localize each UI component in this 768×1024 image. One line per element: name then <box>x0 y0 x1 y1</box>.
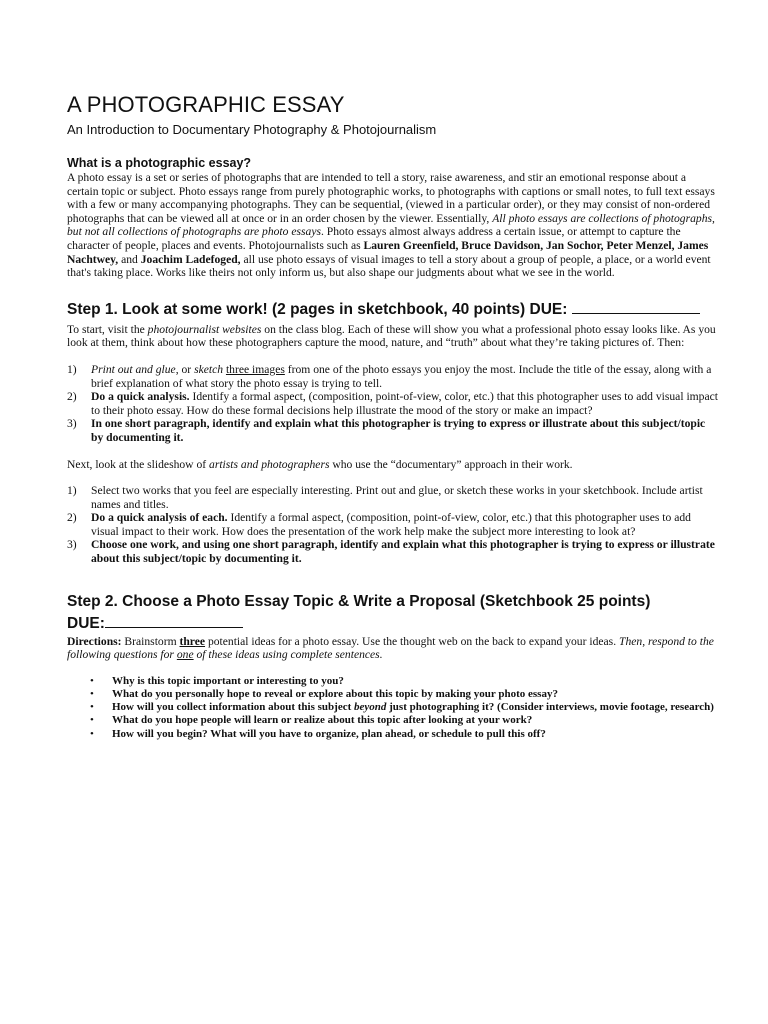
what-is-heading: What is a photographic essay? <box>67 156 252 170</box>
step1b-item-3-num: 3) <box>67 538 77 552</box>
step1-item-2-bold: Do a quick analysis. <box>91 390 190 404</box>
step1-item-1-text-a: , or <box>175 362 195 376</box>
step1-item-3-num: 3) <box>67 417 77 431</box>
what-is-text-2: . Photo essays almost always address a certain issue, or attempt to capture the character of people, places and events. Photojournalists such as <box>67 225 681 252</box>
bullet-icon: • <box>90 701 94 714</box>
document-subtitle: An Introduction to Documentary Photography & Photojournalism <box>67 122 437 137</box>
step1-next-italic: artists and photographers <box>209 457 330 471</box>
what-is-text-3: all use photo essays of visual images to tell a story about a group of people, a place, or a world event that's taking place. Works like theirs not only inform us, but also shape our judgments about what we see in the world. <box>67 252 711 280</box>
step1-item-1-italic-b: sketch <box>194 362 224 376</box>
step1b-item-2-num: 2) <box>67 511 77 525</box>
step2-due-label: DUE: <box>67 614 105 632</box>
step1-due-blank[interactable] <box>572 313 700 314</box>
question-text: What do you hope people will learn or realize about this topic after looking at your work? <box>112 714 533 727</box>
question-item <box>90 701 718 714</box>
step1-item-1-italic-a: Print out and glue <box>91 362 176 376</box>
step1-list-2 <box>67 484 718 566</box>
photojournalist-names-a: Lauren Greenfield, Bruce Davidson, Jan Sochor, Peter Menzel, James Nachtwey, <box>67 238 709 266</box>
question-item <box>90 688 718 701</box>
step2-directions-three: three <box>179 634 206 648</box>
step2-directions-one: one <box>176 648 194 662</box>
step1-item-3-bold: In one short paragraph, identify and explain what this photographer is trying to express or illustrate about this subject/topic by documenting it. <box>91 417 706 444</box>
step2-due-blank[interactable] <box>105 627 243 628</box>
step2-directions-label: Directions: <box>67 634 122 648</box>
question-item <box>90 714 718 727</box>
step1-intro-italic: photojournalist websites <box>147 322 262 336</box>
question-text: How will you begin? What will you have to organize, plan ahead, or schedule to pull this off? <box>112 727 546 740</box>
step1b-item-2-bold: Do a quick analysis of each. <box>91 511 228 525</box>
step1-item-2-text: Identify a formal aspect, (composition, point-of-view, color, etc.) that this photographer uses to add visual impact to their photo essay. How do these formal decisions help illustrate the mood of the story or make an impact? <box>91 390 718 417</box>
what-is-and: and <box>118 252 141 266</box>
step2-directions-text-a: Brainstorm <box>121 634 180 648</box>
step2-directions <box>67 635 718 662</box>
step1-heading <box>67 300 718 320</box>
question-text: How will you collect information about this subject <box>112 701 354 714</box>
step2-questions <box>67 675 718 741</box>
step1b-item-1-num: 1) <box>67 484 77 498</box>
step2-directions-italic-a: Then, respond to the following questions for <box>67 634 714 662</box>
step1b-item-3 <box>67 538 718 565</box>
question-item <box>90 675 718 688</box>
step1b-item-2 <box>67 511 718 538</box>
photojournalist-names-b: Joachim Ladefoged, <box>140 252 241 266</box>
what-is-italic: All photo essays are collections of photographs, but not all collections of photographs are photo essays <box>67 211 715 239</box>
step1b-item-2-text: Identify a formal aspect, (composition, point-of-view, color, etc.) that this photographer uses to add visual impact to their work. How does the presentation of the work help make the subject more interesting to look at? <box>91 511 691 538</box>
step2-directions-italic-b: of these ideas using complete sentences. <box>193 648 383 662</box>
step1-item-3 <box>67 417 718 444</box>
question-italic: beyond <box>354 701 387 714</box>
step2-directions-text-b: potential ideas for a photo essay. Use the thought web on the back to expand your ideas. <box>205 634 619 648</box>
bullet-icon: • <box>90 688 94 701</box>
step2-due <box>67 614 718 634</box>
step1-list <box>67 363 718 445</box>
document-title: A PHOTOGRAPHIC ESSAY <box>67 92 345 117</box>
bullet-icon: • <box>90 727 94 740</box>
what-is-paragraph <box>67 171 718 280</box>
step1b-item-1-text: Select two works that you feel are especially interesting. Print out and glue, or sketch these works in your sketchbook. Include artist names and titles. <box>91 484 703 511</box>
step1b-item-1 <box>67 484 718 511</box>
step1b-item-3-bold: Choose one work, and using one short paragraph, identify and explain what this photographer is trying to express or illustrate about this subject/topic by documenting it. <box>91 538 715 566</box>
step1-next <box>67 458 718 472</box>
step1-item-2 <box>67 390 718 417</box>
step2-heading: Step 2. Choose a Photo Essay Topic & Write a Proposal (Sketchbook 25 points) <box>67 592 651 610</box>
bullet-icon: • <box>90 714 94 727</box>
step1-item-2-num: 2) <box>67 390 77 404</box>
step1-intro-text-b: on the class blog. Each of these will show you what a professional photo essay looks like. As you look at them, think about how these photographers capture the mood, nature, and “truth” about what they’re taking pictures of. Then: <box>67 322 716 350</box>
step1-item-1-text-b: from one of the photo essays you enjoy the most. Include the title of the essay, along with a brief explanation of what story the photo essay is trying to tell. <box>91 362 712 390</box>
step1-item-1 <box>67 363 718 390</box>
question-text: What do you personally hope to reveal or explore about this topic by making your photo essay? <box>112 688 558 701</box>
step1-next-text-a: Next, look at the slideshow of <box>67 457 210 471</box>
step1-item-1-num: 1) <box>67 362 77 376</box>
question-item <box>90 728 718 741</box>
step1-item-1-underlined: three images <box>225 362 285 376</box>
step1-intro <box>67 323 718 350</box>
question-text: Why is this topic important or interesting to you? <box>112 674 344 687</box>
what-is-text-1: A photo essay is a set or series of photographs that are intended to tell a story, raise awareness, and stir an emotional response about a certain topic or subject. Photo essays range from purely photographic works, to photographs with captions or small notes, to full text essays with a few or many accompanying photographs. They can be sequential, (viewed in a particular order), or they may consist of non-ordered photographs that can be viewed all at once or in an order chosen by the viewer. Essentially, <box>67 171 715 225</box>
step1-intro-text-a: To start, visit the <box>67 322 148 336</box>
bullet-icon: • <box>90 674 94 687</box>
question-text-2: just photographing it? (Consider interviews, movie footage, research) <box>386 701 714 714</box>
step1-next-text-b: who use the “documentary” approach in their work. <box>329 457 573 471</box>
step1-heading-text: Step 1. Look at some work! (2 pages in sketchbook, 40 points) DUE: <box>67 300 568 318</box>
